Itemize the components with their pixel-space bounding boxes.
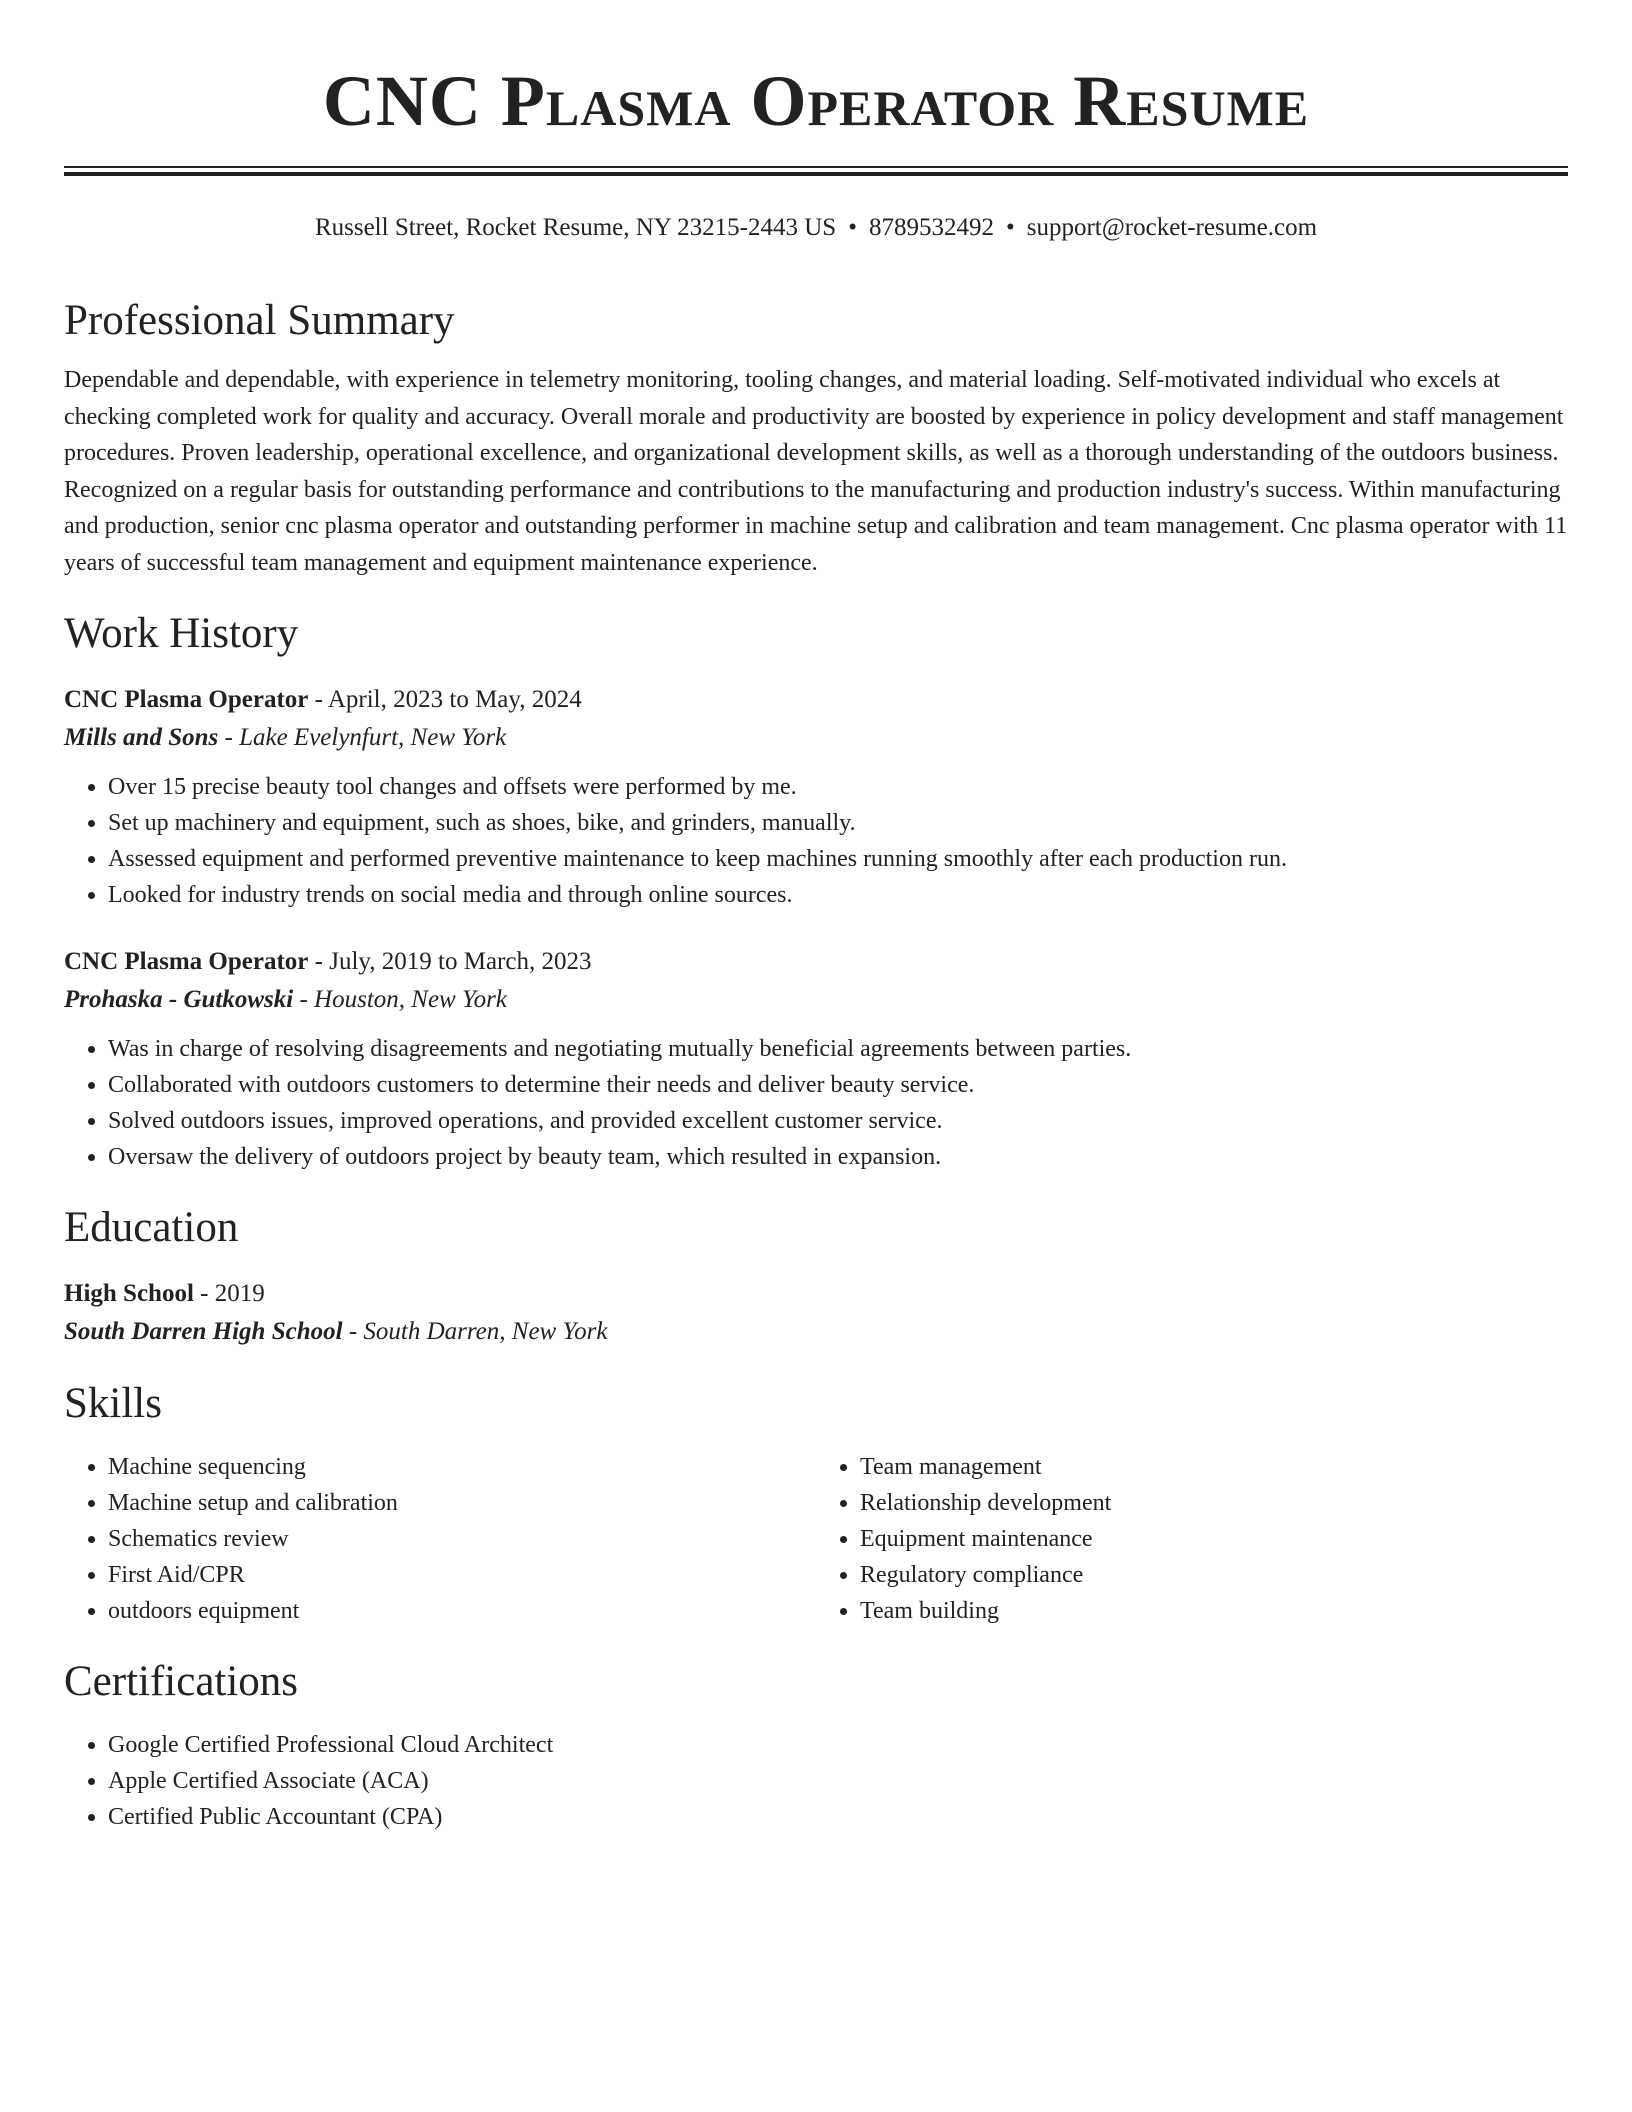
job-employer [64, 719, 1568, 757]
skills-list [64, 1449, 816, 1629]
skills-list [816, 1449, 1568, 1629]
list-item: • Assessed equipment and performed preventive maintenance to keep machines running smoothly after each production run. [108, 841, 1568, 877]
list-item: • Solved outdoors issues, improved operations, and provided excellent customer service. [108, 1103, 1568, 1139]
contact-line [64, 212, 1568, 244]
summary-heading: Professional Summary [64, 297, 455, 344]
job-company: Prohaska - Gutkowski [64, 986, 294, 1013]
skill-item: • outdoors equipment [108, 1593, 816, 1629]
job-location: - Lake Evelynfurt, New York [218, 724, 507, 751]
contact-separator: • [848, 214, 857, 241]
list-item: • Was in charge of resolving disagreements and negotiating mutually beneficial agreements between parties. [108, 1031, 1568, 1067]
list-item: • Collaborated with outdoors customers to determine their needs and deliver beauty service. [108, 1067, 1568, 1103]
certifications-list [64, 1727, 1568, 1835]
skill-item: • First Aid/CPR [108, 1557, 816, 1593]
job-header [64, 681, 1568, 719]
job-bullets [64, 769, 1568, 913]
title-divider [64, 166, 1568, 176]
job-employer [64, 981, 1568, 1019]
job-entry [64, 681, 1568, 913]
education-location: - South Darren, New York [342, 1318, 608, 1345]
list-item: • Over 15 precise beauty tool changes and offsets were performed by me. [108, 769, 1568, 805]
skills-section [64, 1377, 1568, 1629]
job-title: CNC Plasma Operator [64, 686, 309, 713]
job-company: Mills and Sons [64, 724, 219, 751]
education-section [64, 1201, 1568, 1351]
page-title: CNC Plasma Operator Resume [322, 61, 1310, 141]
skill-item: • Machine setup and calibration [108, 1485, 816, 1521]
summary-text: Dependable and dependable, with experience in telemetry monitoring, tooling changes, and material loading. Self-motivated individual who excels at checking completed work for quality and accuracy. Overall morale and productivity are boosted by experience in policy development and staff management procedures. Proven leadership, operational excellence, and organizational development skills, as well as a thorough understanding of the outdoors business. Recognized on a regular basis for outstanding performance and contributions to the manufacturing and production industry's success. Within manufacturing and production, senior cnc plasma operator and outstanding performer in machine setup and calibration and team management. Cnc plasma operator with 11 years of successful team management and equipment maintenance experience. [64, 367, 1568, 576]
certifications-heading: Certifications [64, 1658, 299, 1705]
contact-address: Russell Street, Rocket Resume, NY 23215-2443 US [314, 214, 837, 241]
education-year: - 2019 [193, 1280, 265, 1307]
skill-item: • Team management [860, 1449, 1568, 1485]
skill-item: • Machine sequencing [108, 1449, 816, 1485]
education-institution [64, 1313, 1568, 1351]
skill-item: • Regulatory compliance [860, 1557, 1568, 1593]
education-degree: High School [64, 1280, 194, 1307]
work-history-heading: Work History [64, 610, 299, 657]
skills-grid [64, 1449, 1568, 1629]
job-dates: - April, 2023 to May, 2024 [308, 686, 582, 713]
list-item: • Oversaw the delivery of outdoors project by beauty team, which resulted in expansion. [108, 1139, 1568, 1175]
education-school: South Darren High School [64, 1318, 343, 1345]
job-header [64, 943, 1568, 981]
job-entry [64, 943, 1568, 1175]
list-item: • Set up machinery and equipment, such as shoes, bike, and grinders, manually. [108, 805, 1568, 841]
education-heading: Education [64, 1204, 239, 1251]
work-history-section [64, 607, 1568, 1175]
skill-item: • Team building [860, 1593, 1568, 1629]
contact-separator: • [1005, 214, 1015, 241]
skill-item: • Equipment maintenance [860, 1521, 1568, 1557]
contact-phone: 8789532492 [868, 214, 994, 241]
job-title: CNC Plasma Operator [64, 948, 309, 975]
certifications-section [64, 1655, 1568, 1835]
summary-section [64, 294, 1568, 581]
job-bullets [64, 1031, 1568, 1175]
contact-email[interactable]: support@rocket-resume.com [1026, 214, 1318, 241]
certification-item: • Google Certified Professional Cloud Architect [108, 1727, 1568, 1763]
skills-column-left [64, 1449, 816, 1629]
skills-column-right [816, 1449, 1568, 1629]
skill-item: • Schematics review [108, 1521, 816, 1557]
job-location: - Houston, New York [293, 986, 507, 1013]
certification-item: • Certified Public Accountant (CPA) [108, 1799, 1568, 1835]
skills-heading: Skills [64, 1380, 162, 1427]
certification-item: • Apple Certified Associate (ACA) [108, 1763, 1568, 1799]
skill-item: • Relationship development [860, 1485, 1568, 1521]
education-header [64, 1275, 1568, 1313]
job-dates: - July, 2019 to March, 2023 [308, 948, 592, 975]
list-item: • Looked for industry trends on social media and through online sources. [108, 877, 1568, 913]
